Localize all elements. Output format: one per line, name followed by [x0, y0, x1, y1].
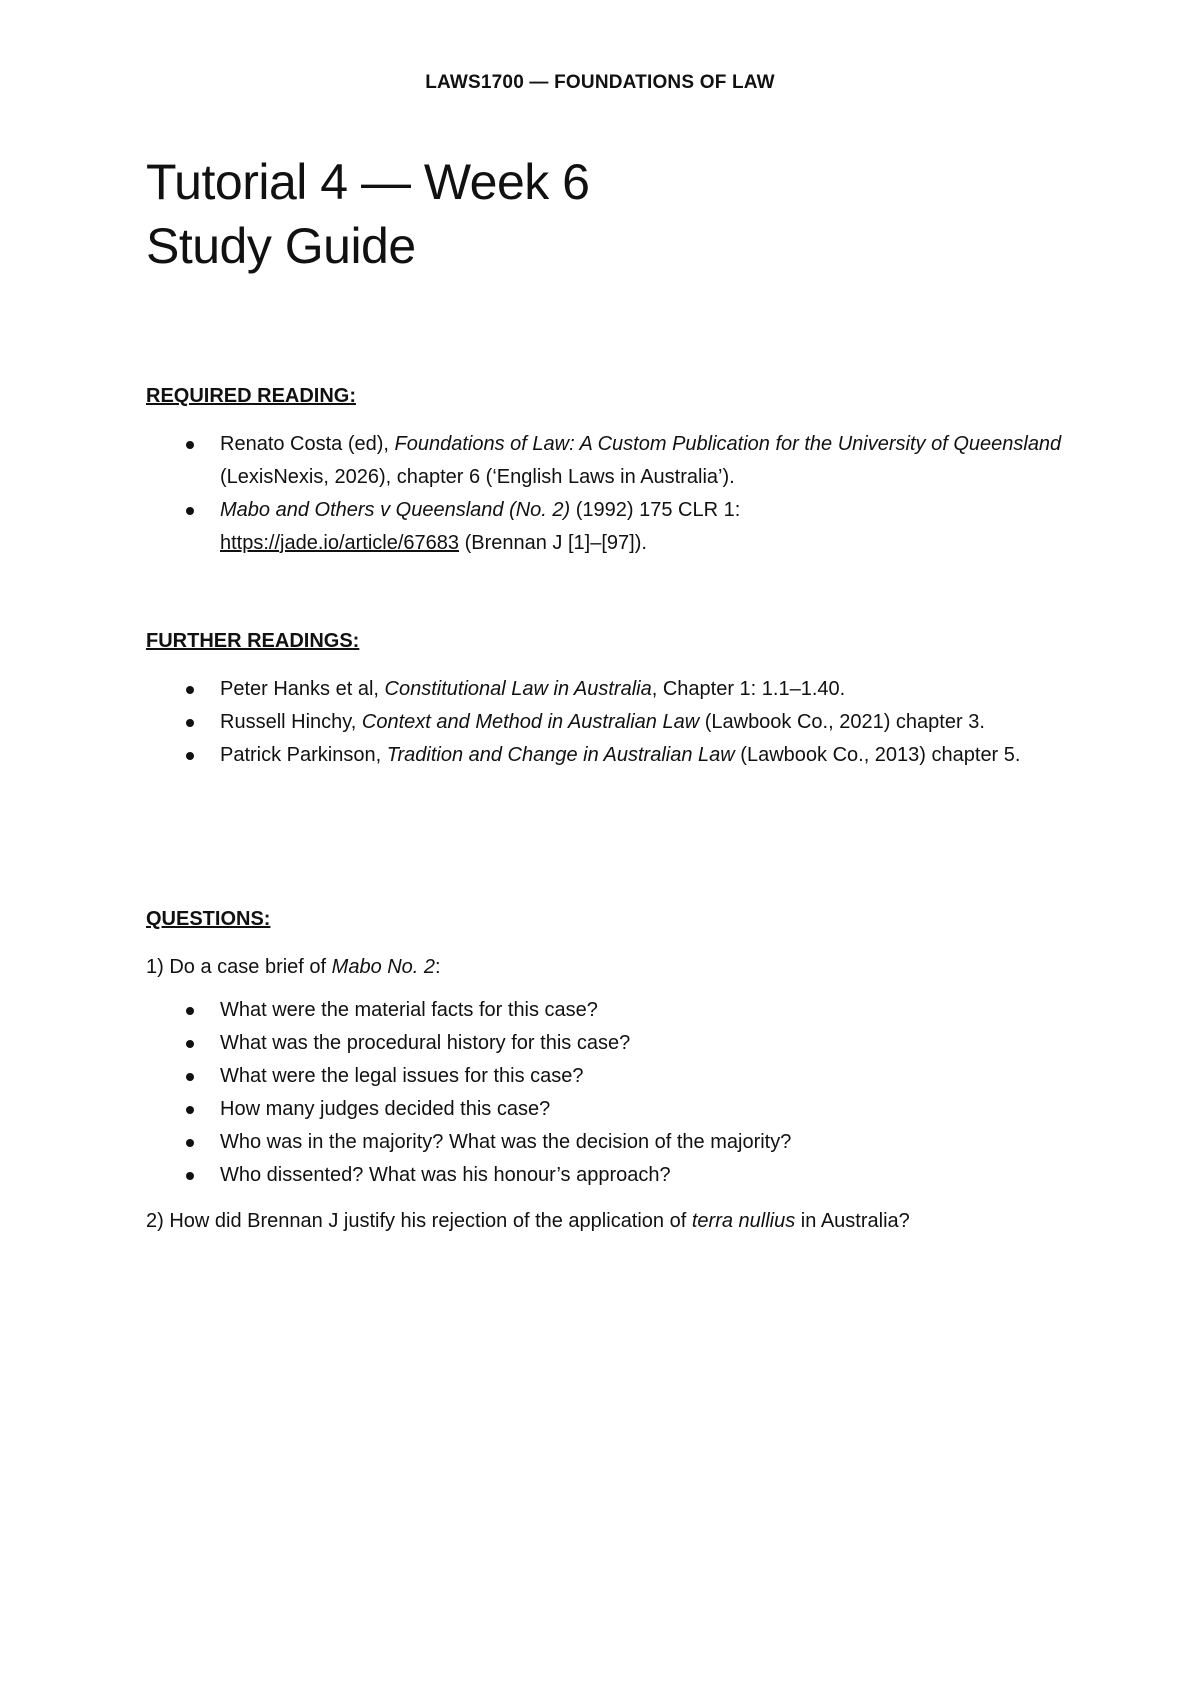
reading-suffix: , Chapter 1: 1.1–1.40.: [651, 678, 846, 700]
sub-question: How many judges decided this case?: [220, 1098, 551, 1120]
bullet-icon: [186, 1040, 194, 1048]
list-item: [146, 1159, 1076, 1192]
case-citation: (1992) 175 CLR 1:: [570, 499, 741, 521]
list-item: [146, 1060, 1076, 1093]
question-2: [146, 1205, 1076, 1238]
list-item: [146, 428, 1076, 494]
question-1-suffix: :: [435, 956, 441, 978]
title-line-2: Study Guide: [146, 218, 416, 274]
further-readings-section: [146, 625, 1076, 772]
list-item: [146, 1027, 1076, 1060]
sub-question: What were the material facts for this case?: [220, 999, 598, 1021]
page-title: [146, 150, 589, 278]
further-readings-list: [146, 673, 1076, 772]
sub-question: What were the legal issues for this case?: [220, 1065, 584, 1087]
list-item: [146, 739, 1076, 772]
list-item: [146, 1126, 1076, 1159]
reading-prefix: Renato Costa (ed),: [220, 433, 395, 455]
reading-prefix: Peter Hanks et al,: [220, 678, 385, 700]
reading-suffix: (Lawbook Co., 2013) chapter 5.: [734, 744, 1021, 766]
bullet-icon: [186, 719, 194, 727]
running-header: LAWS1700 — FOUNDATIONS OF LAW: [425, 72, 775, 93]
reading-title: Constitutional Law in Australia: [384, 678, 652, 700]
reading-title: Context and Method in Australian Law: [361, 711, 700, 733]
bullet-icon: [186, 1106, 194, 1114]
sub-question: What was the procedural history for this case?: [220, 1032, 631, 1054]
case-pinpoint: (Brennan J [1]–[97]).: [459, 532, 647, 554]
questions-heading: QUESTIONS:: [146, 908, 271, 930]
bullet-icon: [186, 686, 194, 694]
question-2-prefix: 2) How did Brennan J justify his rejection of the application of: [146, 1210, 692, 1232]
case-link[interactable]: https://jade.io/article/67683: [220, 532, 460, 554]
required-reading-heading: REQUIRED READING:: [146, 385, 357, 407]
reading-suffix: (Lawbook Co., 2021) chapter 3.: [699, 711, 985, 733]
list-item: [146, 673, 1076, 706]
reading-prefix: Patrick Parkinson,: [220, 744, 387, 766]
sub-question: Who was in the majority? What was the decision of the majority?: [220, 1131, 792, 1153]
question-1-list: [146, 994, 1076, 1192]
case-name: Mabo and Others v Queensland (No. 2): [220, 499, 571, 521]
bullet-icon: [186, 1073, 194, 1081]
bullet-icon: [186, 507, 194, 515]
further-readings-heading: FURTHER READINGS:: [146, 630, 360, 652]
reading-title: Foundations of Law: A Custom Publication for the University of Queensland: [394, 433, 1062, 455]
list-item: [146, 706, 1076, 739]
bullet-icon: [186, 752, 194, 760]
list-item: [146, 1093, 1076, 1126]
bullet-icon: [186, 1172, 194, 1180]
reading-suffix: (LexisNexis, 2026), chapter 6 (‘English Laws in Australia’).: [220, 466, 735, 488]
question-1-case: Mabo No. 2: [331, 956, 436, 978]
list-item: [146, 494, 1076, 560]
question-1-prefix: 1) Do a case brief of: [146, 956, 332, 978]
reading-prefix: Russell Hinchy,: [220, 711, 362, 733]
reading-title: Tradition and Change in Australian Law: [386, 744, 735, 766]
sub-question: Who dissented? What was his honour’s approach?: [220, 1164, 671, 1186]
question-1: [146, 951, 1076, 984]
bullet-icon: [186, 1007, 194, 1015]
question-2-suffix: in Australia?: [795, 1210, 910, 1232]
bullet-icon: [186, 441, 194, 449]
questions-section: [146, 903, 1076, 1238]
required-reading-list: [146, 428, 1076, 560]
title-line-1: Tutorial 4 — Week 6: [146, 154, 590, 210]
bullet-icon: [186, 1139, 194, 1147]
list-item: [146, 994, 1076, 1027]
required-reading-section: [146, 380, 1076, 560]
question-2-term: terra nullius: [691, 1210, 796, 1232]
